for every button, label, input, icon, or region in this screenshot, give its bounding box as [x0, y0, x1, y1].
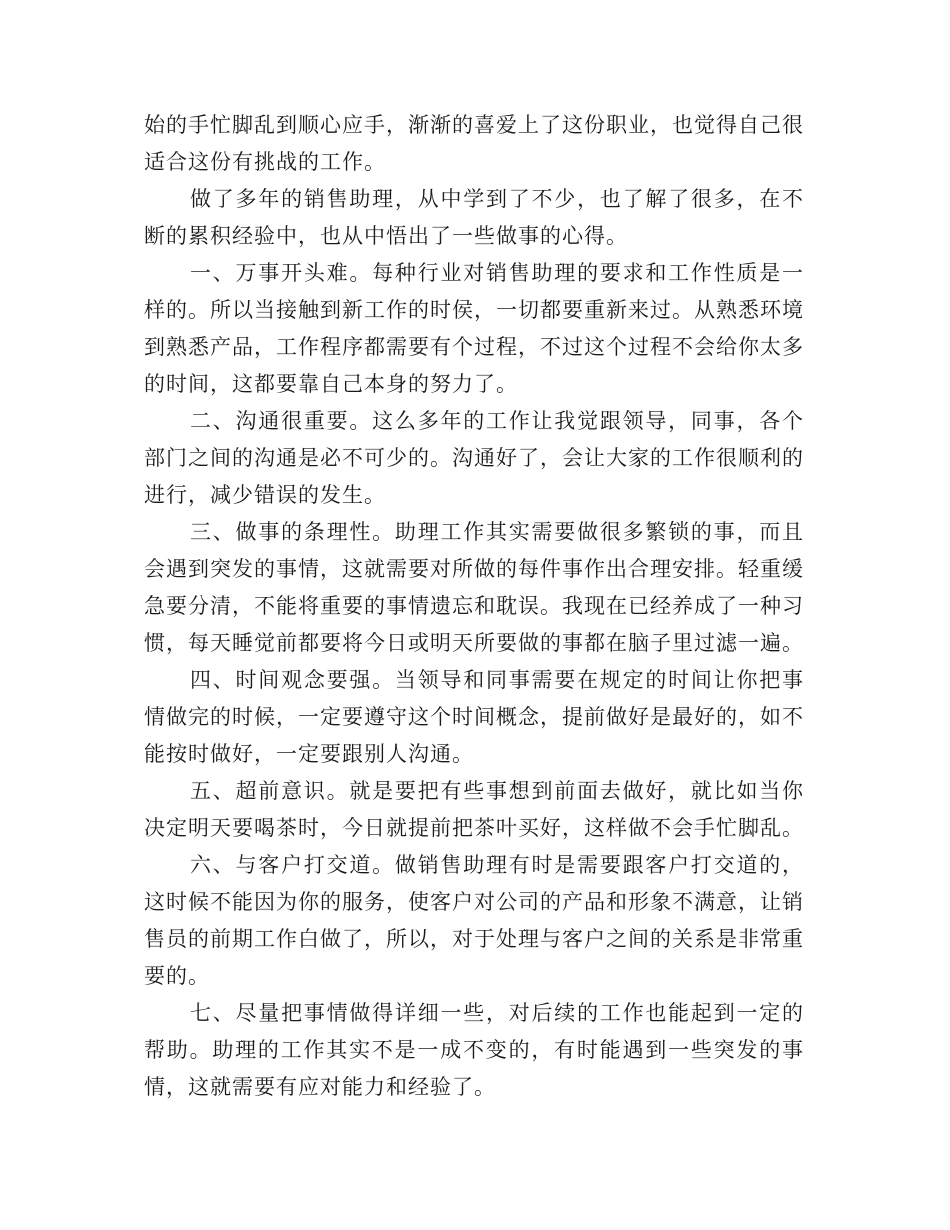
paragraph-point-1: 一、万事开头难。每种行业对销售助理的要求和工作性质是一样的。所以当接触到新工作的时侯，一切都要重新来过。从熟悉环境到熟悉产品，工作程序都需要有个过程，不过这个过程不会给你太多的时间，这都要靠自己本身的努力了。	[144, 261, 804, 396]
document-page	[144, 107, 804, 1106]
paragraph-point-5: 五、超前意识。就是要把有些事想到前面去做好，就比如当你决定明天要喝茶时，今日就提前把茶叶买好，这样做不会手忙脚乱。	[144, 779, 804, 840]
paragraph-intro: 做了多年的销售助理，从中学到了不少，也了解了很多，在不断的累积经验中，也从中悟出了一些做事的心得。	[144, 187, 804, 248]
paragraph-continuation: 始的手忙脚乱到顺心应手，渐渐的喜爱上了这份职业，也觉得自己很适合这份有挑战的工作。	[144, 113, 804, 174]
paragraph-point-6: 六、与客户打交道。做销售助理有时是需要跟客户打交道的，这时候不能因为你的服务，使客户对公司的产品和形象不满意，让销售员的前期工作白做了，所以，对于处理与客户之间的关系是非常重要的。	[144, 853, 804, 988]
paragraph-point-4: 四、时间观念要强。当领导和同事需要在规定的时间让你把事情做完的时候，一定要遵守这个时间概念，提前做好是最好的，如不能按时做好，一定要跟别人沟通。	[144, 668, 804, 766]
paragraph-point-3: 三、做事的条理性。助理工作其实需要做很多繁锁的事，而且会遇到突发的事情，这就需要对所做的每件事作出合理安排。轻重缓急要分清，不能将重要的事情遗忘和耽误。我现在已经养成了一种习惯，每天睡觉前都要将今日或明天所要做的事都在脑子里过滤一遍。	[144, 520, 804, 655]
paragraph-point-7: 七、尽量把事情做得详细一些，对后续的工作也能起到一定的帮助。助理的工作其实不是一成不变的，有时能遇到一些突发的事情，这就需要有应对能力和经验了。	[144, 1001, 804, 1099]
paragraph-point-2: 二、沟通很重要。这么多年的工作让我觉跟领导，同事，各个部门之间的沟通是必不可少的。沟通好了，会让大家的工作很顺利的进行，减少错误的发生。	[144, 409, 804, 507]
